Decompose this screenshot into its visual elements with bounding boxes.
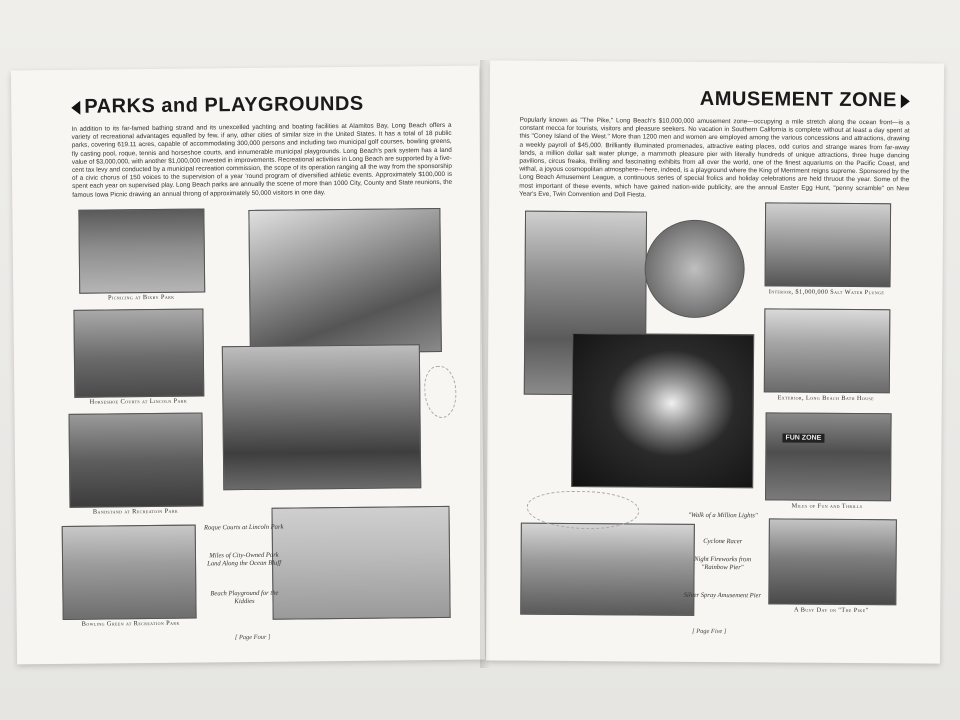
photo-night-fireworks xyxy=(571,333,754,488)
note-night-fireworks: Night Fireworks from "Rainbow Pier" xyxy=(694,555,752,572)
caption-picnic: Picnicing at Bixby Park xyxy=(108,293,175,302)
photo-ocean-bluff-palms xyxy=(222,344,421,490)
photo-cyclone-racer xyxy=(644,220,745,319)
arrow-right-icon xyxy=(901,94,910,108)
right-page-title: AMUSEMENT ZONE xyxy=(700,88,910,112)
left-intro-text: In addition to its far-famed bathing strand and its unexcelled yachting and boating facilities at Alamitos Bay, Long Beach offers a variety of recreational advantages equalled by few, if any, other cities of similar size in the United States. It has a total of 18 public parks, covering 619.11 acres, capable of accommodating 300,000 persons and including two municipal golf courses, bowling greens, fly casting pool, roque, tennis and horseshoe courts, and innumerable municipal playgrounds. Long Beach's park system has a land value of $3,000,000, with another $1,000,000 invested in improvements. Recreational activities in Long Beach are supported by a five-cent tax levy and conducted by a municipal recreation commission, the scope of its operation ranging all the way from the sponsorship of a civic chorus of 150 voices to the supervision of a year 'round program of diversified athletic events. Approximately $100,000 is spent each year on supervised play. Long Beach parks are annually the scene of more than 1000 City, County and State reunions, the famous Iowa Picnic drawing an annual throng of approximately 50,000 visitors in one day. xyxy=(71,121,453,199)
right-page xyxy=(486,60,944,663)
note-cyclone-racer: Cyclone Racer xyxy=(703,537,743,546)
center-fold-shadow xyxy=(480,60,490,668)
photo-city-park-trees xyxy=(248,208,441,354)
photo-busy-day-pike xyxy=(768,518,897,605)
note-ocean-bluff: Miles of City-Owned Park Land Along the Ocean Bluff xyxy=(207,551,282,568)
photo-fun-zone xyxy=(765,412,892,501)
note-silver-spray-pier: Silver Spray Amusement Pier xyxy=(683,591,762,600)
caption-bowling: Bowling Green at Recreation Park xyxy=(81,619,180,628)
note-walk-of-lights: "Walk of a Million Lights" xyxy=(688,511,758,520)
photo-salt-water-plunge xyxy=(765,202,892,287)
caption-bath-house: Exterior, Long Beach Bath House xyxy=(777,394,874,403)
note-beach-playground: Beach Playground for the Kiddies xyxy=(210,589,279,606)
right-intro-text: Popularly known as "The Pike," Long Beach's $10,000,000 amusement zone—occupying a mile stretch along the ocean front—is a constant mecca for tourists, visitors and pleasure seekers. No vacation in Southern California is complete without at least a day spent at this "Coney Island of the West." More than 1200 men and women are employed among the various concessions and attractions, drawing a weekly payroll of $45,000. Brilliantly illuminated promenades, attractive eating places, odd curios and strange wares from far-away lands, a million dollar salt water plunge, a mammoth pleasure pier with literally hundreds of unique attractions, three huge dancing pavilions, circus freaks, thrilling and fascinating exhibits from all over the world, one of the finest aquariums on the Pacific Coast, and withal, a joyous cosmopolitan atmosphere—here, indeed, is a playground where the King of Merriment reigns supreme. Sponsored by the Long Beach Amusement League, a continuous series of special frolics and holiday celebrations are held thruout the year. Some of the most important of these events, which have gained nation-wide publicity, are the annual Easter Egg Hunt, "penny scramble" on New Year's Eve, Twin Convention and Doll Fiesta. xyxy=(519,116,910,199)
caption-plunge: Interior, $1,000,000 Salt Water Plunge xyxy=(768,288,885,297)
photo-bath-house xyxy=(764,308,891,393)
caption-bandstand: Bandstand at Recreation Park xyxy=(92,507,179,516)
arrow-left-icon xyxy=(71,100,80,114)
photo-silver-spray-pier xyxy=(520,523,695,616)
decorative-flourish xyxy=(424,366,457,418)
page-number-right: [ Page Five ] xyxy=(692,627,727,636)
photo-picnic-bixby-park xyxy=(78,208,205,293)
photo-beach-playground xyxy=(271,506,450,620)
left-page-title: PARKS and PLAYGROUNDS xyxy=(71,93,364,119)
caption-fun-zone: Miles of Fun and Thrills xyxy=(791,502,863,511)
note-roque-courts: Roque Courts at Lincoln Park xyxy=(203,523,284,532)
photo-bandstand xyxy=(69,412,204,507)
caption-busy-day: A Busy Day on "The Pike" xyxy=(793,606,869,615)
photo-horseshoe-courts xyxy=(73,308,204,397)
photo-bowling-green xyxy=(62,525,197,620)
left-page xyxy=(11,66,485,665)
caption-horseshoe: Horseshoe Courts at Lincoln Park xyxy=(89,397,188,406)
fun-zone-sign: FUN ZONE xyxy=(782,433,824,442)
page-number-left: [ Page Four ] xyxy=(234,633,271,642)
